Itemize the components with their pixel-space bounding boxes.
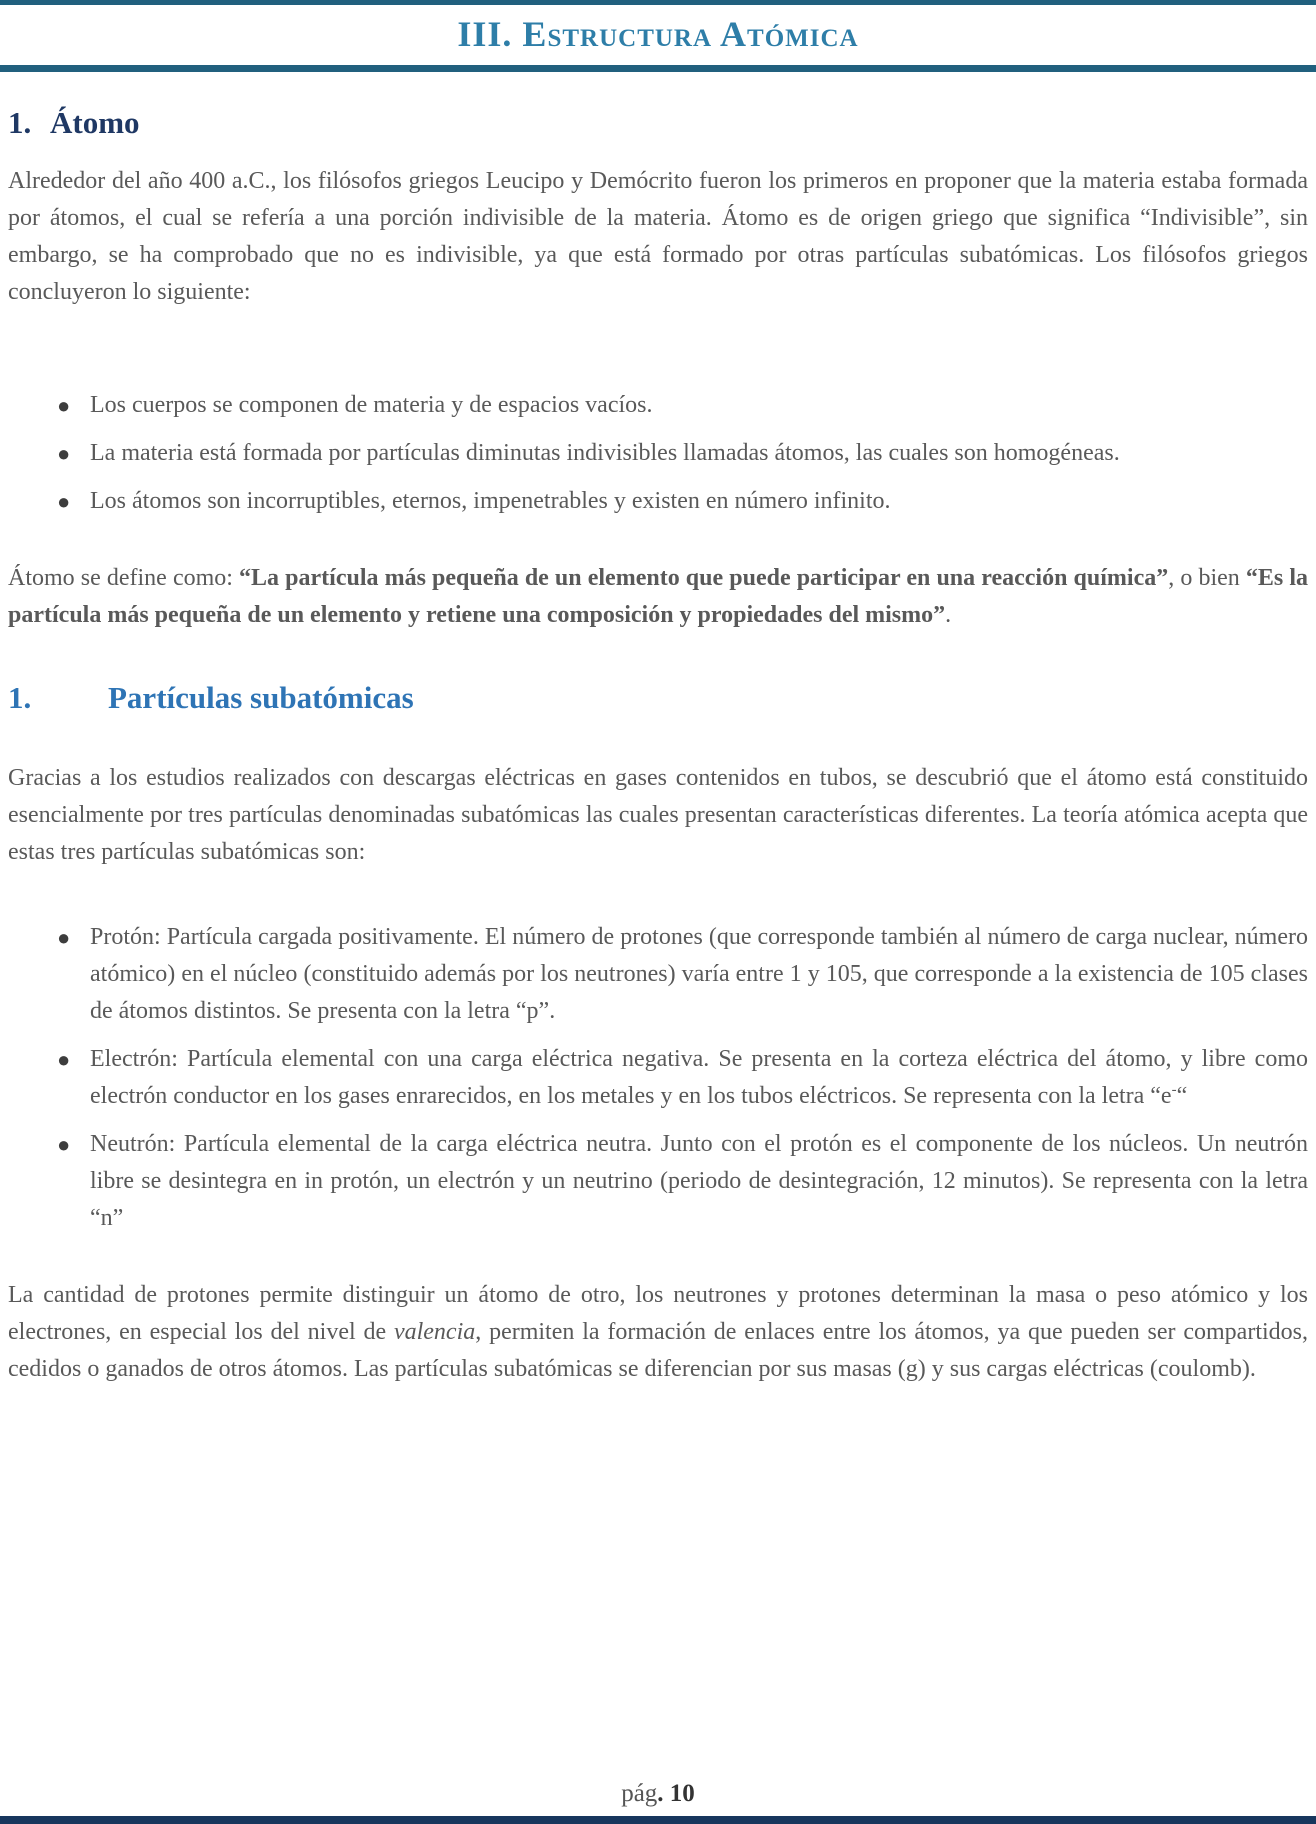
- bullet-icon: ●: [57, 1132, 71, 1157]
- heading-particulas-number: 1.: [8, 680, 32, 715]
- bottom-border-bar: [0, 1816, 1316, 1824]
- bullet-list-particles: [8, 919, 1308, 1237]
- heading-particulas-subatomicas: [8, 678, 1308, 718]
- bullet-icon: ●: [57, 1047, 71, 1072]
- footer-page-number: . 10: [657, 1780, 695, 1807]
- list-item: [8, 483, 1308, 520]
- bullet-icon: ●: [57, 441, 71, 466]
- list-item: [8, 1126, 1308, 1237]
- heading-atomo-number: 1.: [8, 105, 32, 140]
- heading-atomo: [8, 103, 1308, 143]
- list-item-text: Protón: Partícula cargada positivamente. El número de protones (que corresponde también al número de carga nuclear, número atómico) en el núcleo (constituido además por los neutrones) varía entre 1 y 105, que corresponde a la existencia de 105 clases de átomos distintos. Se presenta con la letra “p”.: [90, 924, 1308, 1024]
- page-footer: [0, 1780, 1316, 1808]
- paragraph-closing: La cantidad de protones permite distinguir un átomo de otro, los neutrones y protones determinan la masa o peso atómico y los electrones, en especial los del nivel de valencia, permiten la formación de enlaces entre los átomos, ya que pueden ser compartidos, cedidos o ganados de otros átomos. Las partículas subatómicas se diferencian por sus masas (g) y sus cargas eléctricas (coulomb).: [8, 1282, 1308, 1382]
- bullet-list-philosophers: [8, 387, 1308, 520]
- list-item-text: Electrón: Partícula elemental con una carga eléctrica negativa. Se presenta en la corteza eléctrica del átomo, y libre como electrón conductor en los gases enrarecidos, en los metales y en los tubos eléctricos. Se representa con la letra “e-“: [90, 1046, 1308, 1109]
- header-divider-rule: [0, 65, 1316, 72]
- heading-atomo-title: Átomo: [50, 105, 140, 140]
- heading-particulas-title: Partículas subatómicas: [108, 680, 414, 715]
- document-content: [0, 103, 1316, 1388]
- footer-page-label: pág: [621, 1780, 658, 1807]
- paragraph-atomo-definition: Átomo se define como: “La partícula más pequeña de un elemento que puede participar en una reacción química”, o bien “Es la partícula más pequeña de un elemento y retiene una composición y propiedades del mismo”.: [8, 565, 1308, 628]
- list-item: [8, 387, 1308, 424]
- document-title: III. Estructura Atómica: [457, 14, 859, 54]
- bullet-icon: ●: [57, 925, 71, 950]
- list-item: [8, 919, 1308, 1030]
- bullet-icon: ●: [57, 393, 71, 418]
- list-item: [8, 435, 1308, 472]
- list-item: [8, 1041, 1308, 1115]
- list-item-text: La materia está formada por partículas diminutas indivisibles llamadas átomos, las cuales son homogéneas.: [90, 440, 1120, 466]
- paragraph-atomo-intro: Alrededor del año 400 a.C., los filósofos griegos Leucipo y Demócrito fueron los primeros en proponer que la materia estaba formada por átomos, el cual se refería a una porción indivisible de la materia. Átomo es de origen griego que significa “Indivisible”, sin embargo, se ha comprobado que no es indivisible, ya que está formado por otras partículas subatómicas. Los filósofos griegos concluyeron lo siguiente:: [8, 168, 1308, 305]
- list-item-text: Neutrón: Partícula elemental de la carga eléctrica neutra. Junto con el protón es el componente de los núcleos. Un neutrón libre se desintegra en in protón, un electrón y un neutrino (periodo de desintegración, 12 minutos). Se representa con la letra “n”: [90, 1131, 1308, 1231]
- paragraph-subatomicas-intro: Gracias a los estudios realizados con descargas eléctricas en gases contenidos en tubos, se descubrió que el átomo está constituido esencialmente por tres partículas denominadas subatómicas las cuales presentan características diferentes. La teoría atómica acepta que estas tres partículas subatómicas son:: [8, 765, 1308, 865]
- list-item-text: Los cuerpos se componen de materia y de espacios vacíos.: [90, 392, 653, 418]
- list-item-text: Los átomos son incorruptibles, eternos, impenetrables y existen en número infinito.: [90, 488, 891, 514]
- bullet-icon: ●: [57, 489, 71, 514]
